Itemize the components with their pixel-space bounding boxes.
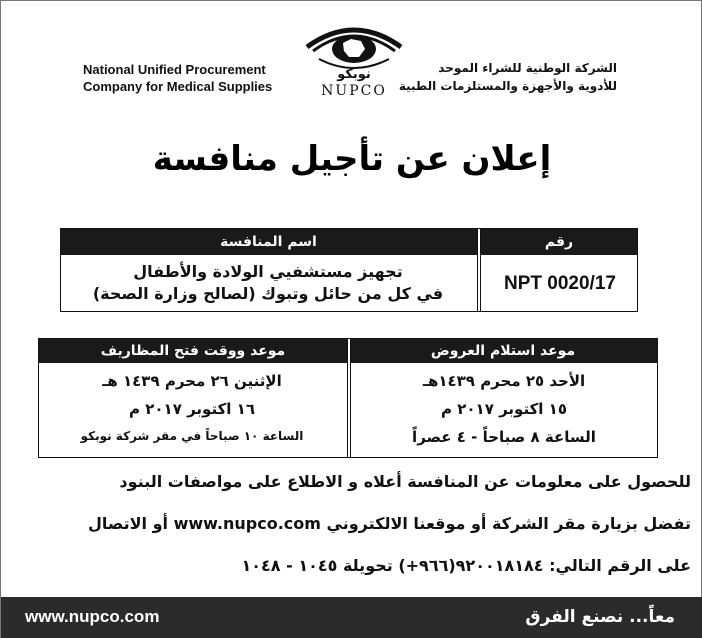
company-name-english	[83, 61, 303, 95]
tender-table	[60, 228, 638, 312]
tender-number-header: رقم	[481, 229, 637, 255]
company-name-english-line2: Company for Medical Supplies	[83, 79, 273, 94]
logo-arabic-text: نوبكو	[337, 67, 371, 82]
company-name-english-line1: National Unified Procurement	[83, 62, 266, 77]
info-text-line1: للحصول على معلومات عن المنافسة أعلاه و الاطلاع على مواصفات البنود	[119, 472, 691, 491]
column-divider	[477, 229, 481, 311]
tender-name-header: اسم المنافسة	[60, 229, 477, 255]
opening-gregorian-date: ١٦ اكتوبر ٢٠١٧ م	[129, 400, 255, 418]
logo-english-text: NUPCO	[321, 83, 387, 99]
footer-bar	[1, 597, 702, 638]
contact-text-line: على الرقم التالي: ٩٢٠٠١٨١٨٤(٩٦٦+) تحويلة ١٠٤٥ - ١٠٤٨	[241, 556, 691, 575]
info-text-line2: تفضل بزيارة مقر الشركة أو موقعنا الالكتروني www.nupco.com أو الاتصال	[87, 514, 691, 533]
schedule-table	[38, 338, 658, 458]
company-name-arabic	[387, 59, 617, 95]
opening-hijri-date: الإثنين ٢٦ محرم ١٤٣٩ هـ	[102, 372, 282, 390]
website-link[interactable]: www.nupco.com	[25, 607, 160, 626]
opening-time-location: الساعة ١٠ صباحاً في مقر شركة نوبكو	[80, 429, 304, 443]
receipt-gregorian-date: ١٥ اكتوبر ٢٠١٧ م	[441, 400, 567, 418]
tender-name-line1: تجهيز مستشفيي الولادة والأطفال	[133, 262, 403, 281]
receipt-date-header: موعد استلام العروض	[349, 339, 657, 363]
receipt-date-cell	[351, 367, 657, 451]
slogan-text: معاً... نصنع الفرق	[525, 607, 675, 627]
opening-date-header: موعد ووقت فتح المظاريف	[39, 339, 347, 363]
company-name-arabic-line2: للأدوية والأجهزة والمستلزمات الطبية	[398, 79, 617, 93]
tender-name-line2: في كل من حائل وتبوك (لصالح وزارة الصحة)	[92, 284, 444, 303]
tender-name-cell	[61, 257, 475, 311]
tender-number-cell: NPT 0020/17	[504, 273, 616, 294]
receipt-hijri-date: الأحد ٢٥ محرم ١٤٣٩هـ	[422, 372, 586, 390]
receipt-time: الساعة ٨ صباحاً - ٤ عصراً	[412, 428, 596, 446]
company-name-arabic-line1: الشركة الوطنية للشراء الموحد	[438, 61, 617, 75]
announcement-title: إعلان عن تأجيل منافسة	[152, 139, 552, 179]
opening-date-cell	[39, 367, 345, 449]
